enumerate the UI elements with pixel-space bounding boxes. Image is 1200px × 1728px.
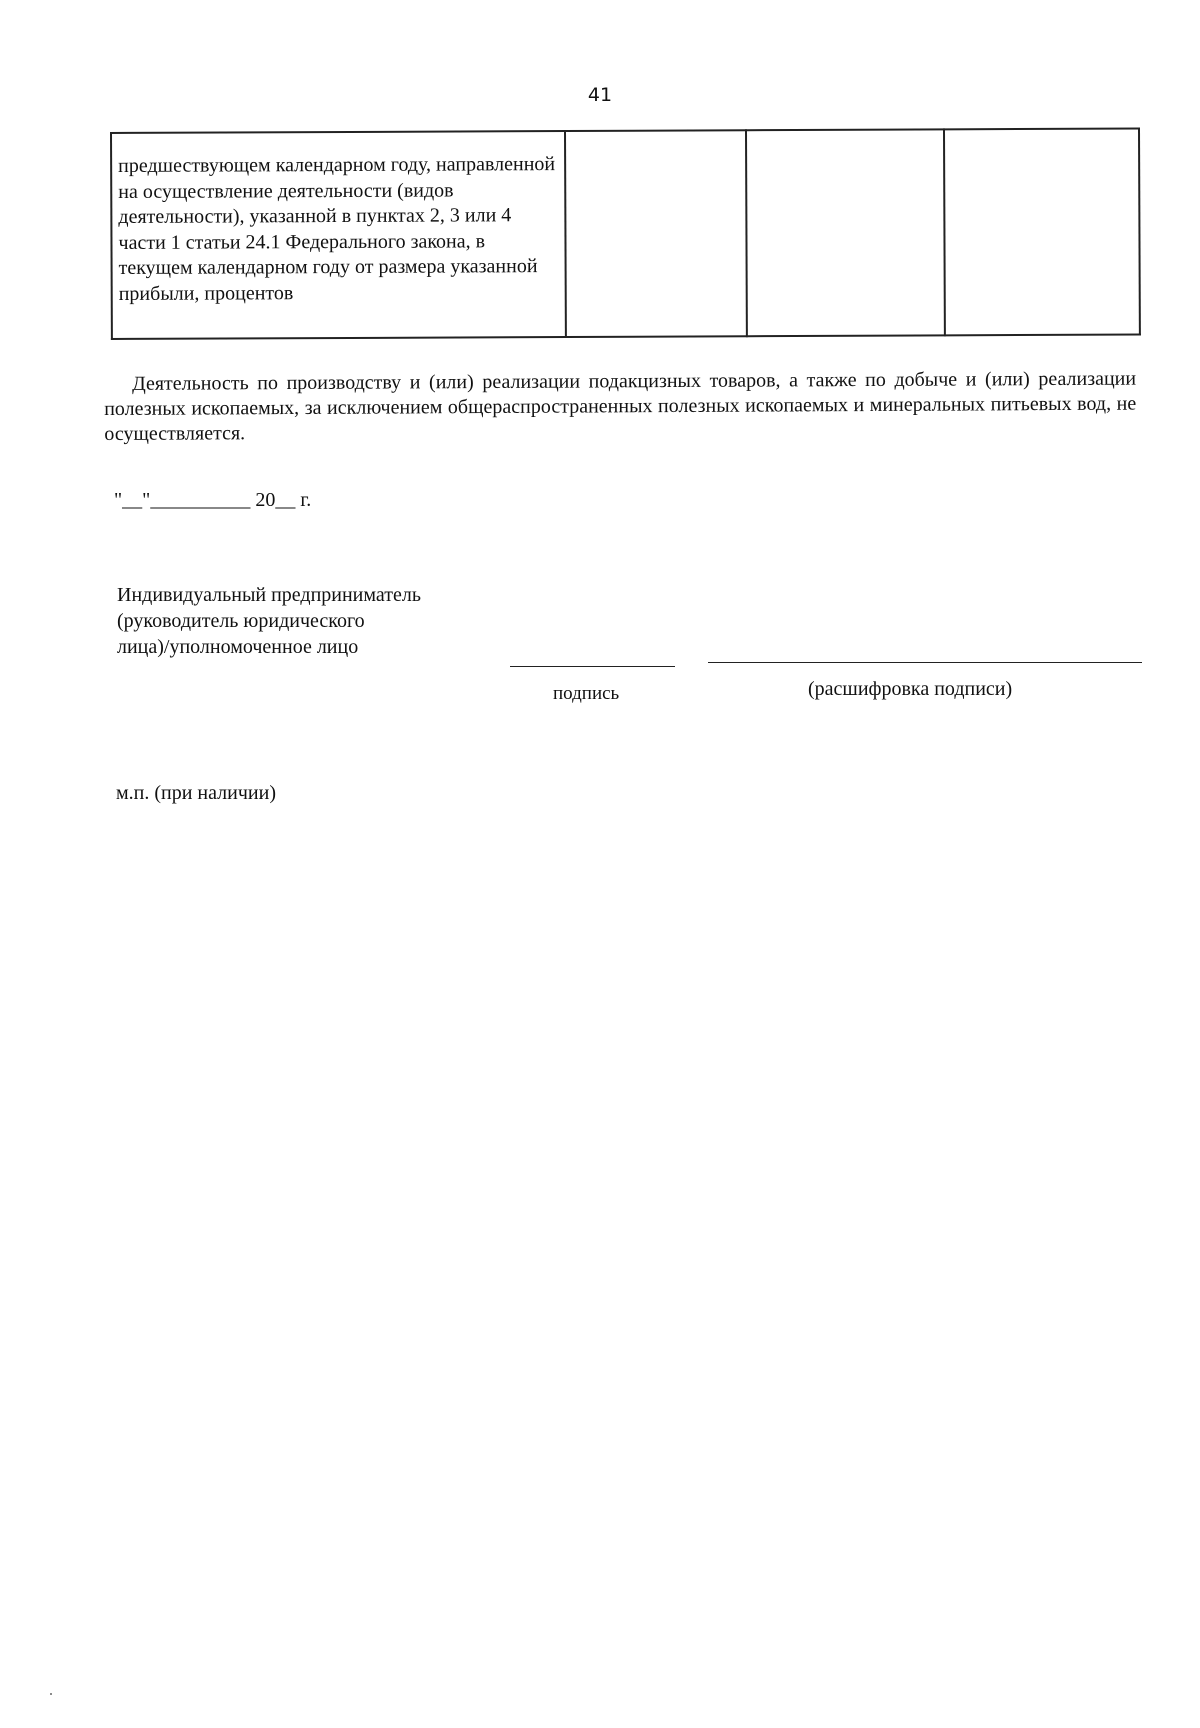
- signature-decode-line: [708, 662, 1142, 663]
- signer-line: Индивидуальный предприниматель: [117, 584, 421, 606]
- signer-line: (руководитель юридического: [117, 610, 365, 632]
- signature-line: [510, 666, 675, 667]
- table-value-cell: [746, 129, 944, 336]
- table-value-cell: [943, 129, 1139, 336]
- table-value-cell: [565, 130, 747, 337]
- page-number: 41: [587, 84, 613, 106]
- signer-block: [117, 582, 421, 660]
- table-description-cell: предшествующем календарном году, направленной на осуществление деятельности (видов деятельности), указанной в пунктах 2, 3 или 4 части 1 статьи 24.1 Федерального закона, в текущем календарном году от размера указанной прибыли, процентов: [111, 131, 566, 339]
- table-row: [111, 129, 1140, 339]
- statement-paragraph: Деятельность по производству и (или) реализации подакцизных товаров, а также по добыче и (или) реализации полезных ископаемых, за исключением общераспространенных полезных ископаемых и минеральных питьевых вод, не осуществляется.: [104, 367, 1137, 445]
- signer-line: лица)/уполномоченное лицо: [117, 636, 359, 658]
- signature-caption: подпись: [553, 683, 620, 704]
- data-table: [110, 128, 1141, 340]
- date-field: "__"__________ 20__ г.: [114, 489, 312, 511]
- signature-decode-caption: (расшифровка подписи): [808, 678, 1013, 700]
- scan-speck: [50, 1693, 52, 1695]
- stamp-place-label: м.п. (при наличии): [116, 782, 276, 804]
